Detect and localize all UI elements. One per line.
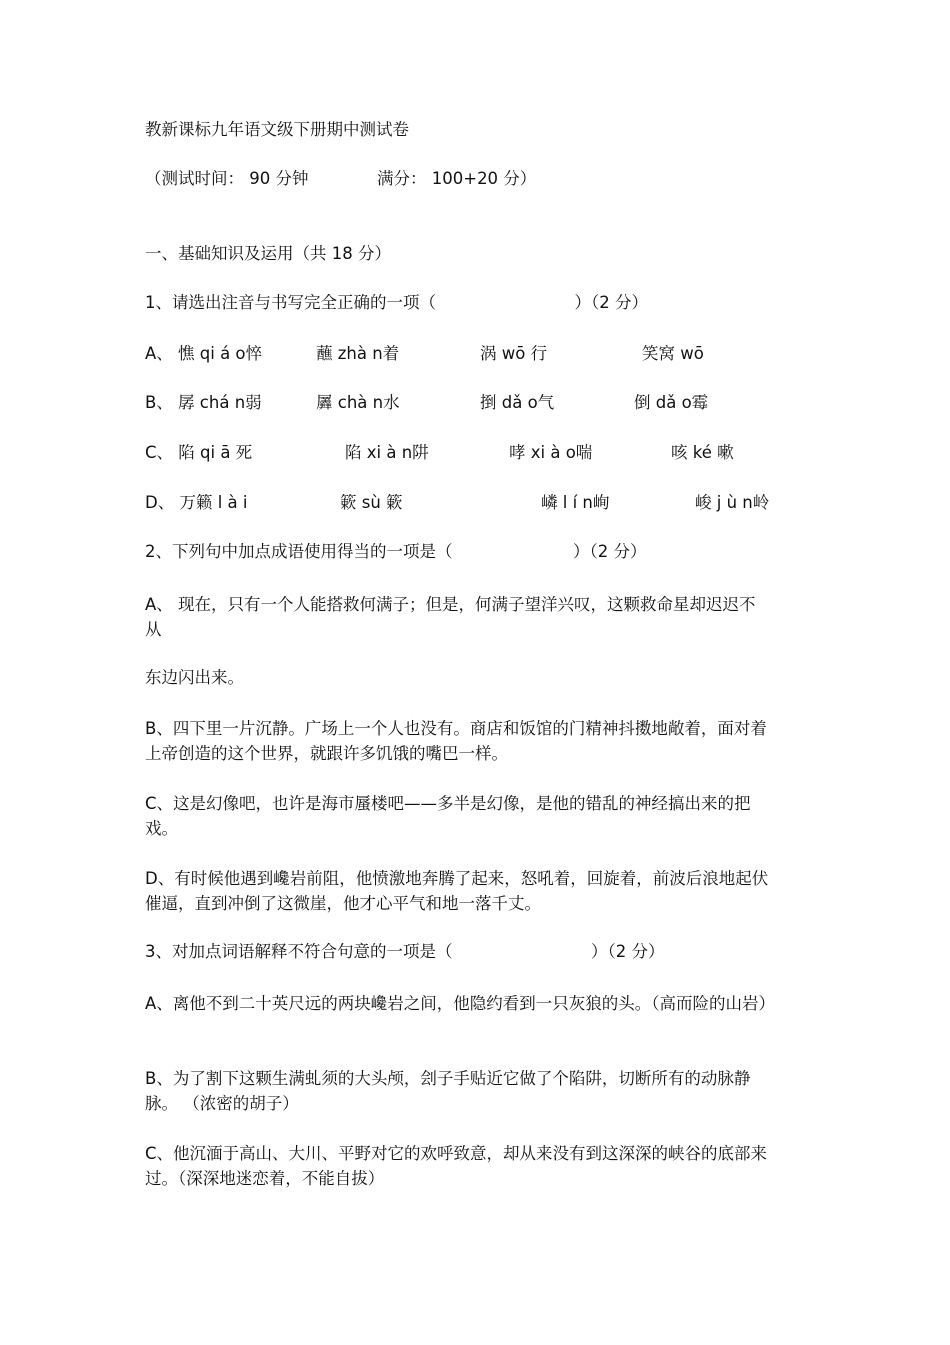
exam-subtitle [145,168,770,190]
option-b-4: 倒 dǎ o霉 [634,393,709,412]
option-d-1: D、 万籁 l à i [145,493,248,512]
question-2-option-a: A、 现在，只有一个人能搭救何满子；但是，何满子望洋兴叹，这颗救命星却迟迟不从 [145,595,756,639]
section-heading: 一、基础知识及运用（共 18 分） [145,244,391,263]
question-1-stem [145,292,770,314]
question-3-stem [145,941,770,963]
test-time: （测试时间： 90 分钟 [145,169,309,188]
option-c-4: 咳 ké 嗽 [671,443,734,462]
question-3-option-a: A、离他不到二十英尺远的两块巉岩之间，他隐约看到一只灰狼的头。（高而险的山岩） [145,994,776,1013]
option-a-1: A、 憔 qi á o悴 [145,344,263,363]
option-a-4: 笑窝 wō [642,344,704,363]
question-points: ）（2 分） [573,542,647,561]
option-b-3: 捯 dǎ o气 [480,393,555,412]
question-2-option-d: D、有时候他遇到巉岩前阻，他愤激地奔腾了起来，怒吼着，回旋着，前波后浪地起伏催逼，直到冲倒了这微崖，他才心平气和地一落千丈。 [145,869,769,913]
option-a-3: 涡 wō 行 [480,344,548,363]
question-2-option-c: C、这是幻像吧，也许是海市蜃楼吧——多半是幻像，是他的错乱的神经搞出来的把戏。 [145,794,751,838]
question-3-option-c: C、他沉湎于高山、大川、平野对它的欢呼致意，却从来没有到这深深的峡谷的底部来过。（深深地迷恋着，不能自拔） [145,1144,768,1188]
question-2-option-a-continued: 东边闪出来。 [145,668,244,687]
exam-title: 教新课标九年语文级下册期中测试卷 [145,120,409,139]
option-d-3: 嶙 l í n峋 [541,493,610,512]
option-a-2: 蘸 zhà n着 [316,344,400,363]
question-3-option-b: B、为了割下这颗生满虬须的大头颅，刽子手贴近它做了个陷阱，切断所有的动脉静脉。 （浓密的胡子） [145,1069,751,1113]
question-2-stem [145,541,770,563]
option-d-4: 峻 j ù n岭 [695,493,770,512]
question-points: ）（2 分） [591,942,665,961]
option-b-1: B、 孱 chá n弱 [145,393,262,412]
option-c-1: C、 陷 qi ā 死 [145,443,253,462]
question-2-option-b: B、四下里一片沉静。广场上一个人也没有。商店和饭馆的门精神抖擞地敞着，面对着上帝创造的这个世界，就跟许多饥饿的嘴巴一样。 [145,719,767,763]
option-d-2: 簌 sù 簌 [340,493,403,512]
question-stem-text: 1、请选出注音与书写完全正确的一项（ [145,293,436,312]
option-c-3: 哮 xi à o喘 [509,443,593,462]
option-c-2: 陷 xi à n阱 [345,443,429,462]
question-stem-text: 3、对加点词语解释不符合句意的一项是（ [145,942,453,961]
question-points: ）（2 分） [574,293,648,312]
full-score: 满分： 100+20 分） [377,169,537,188]
question-stem-text: 2、下列句中加点成语使用得当的一项是（ [145,542,453,561]
option-b-2: 羼 chà n水 [316,393,400,412]
